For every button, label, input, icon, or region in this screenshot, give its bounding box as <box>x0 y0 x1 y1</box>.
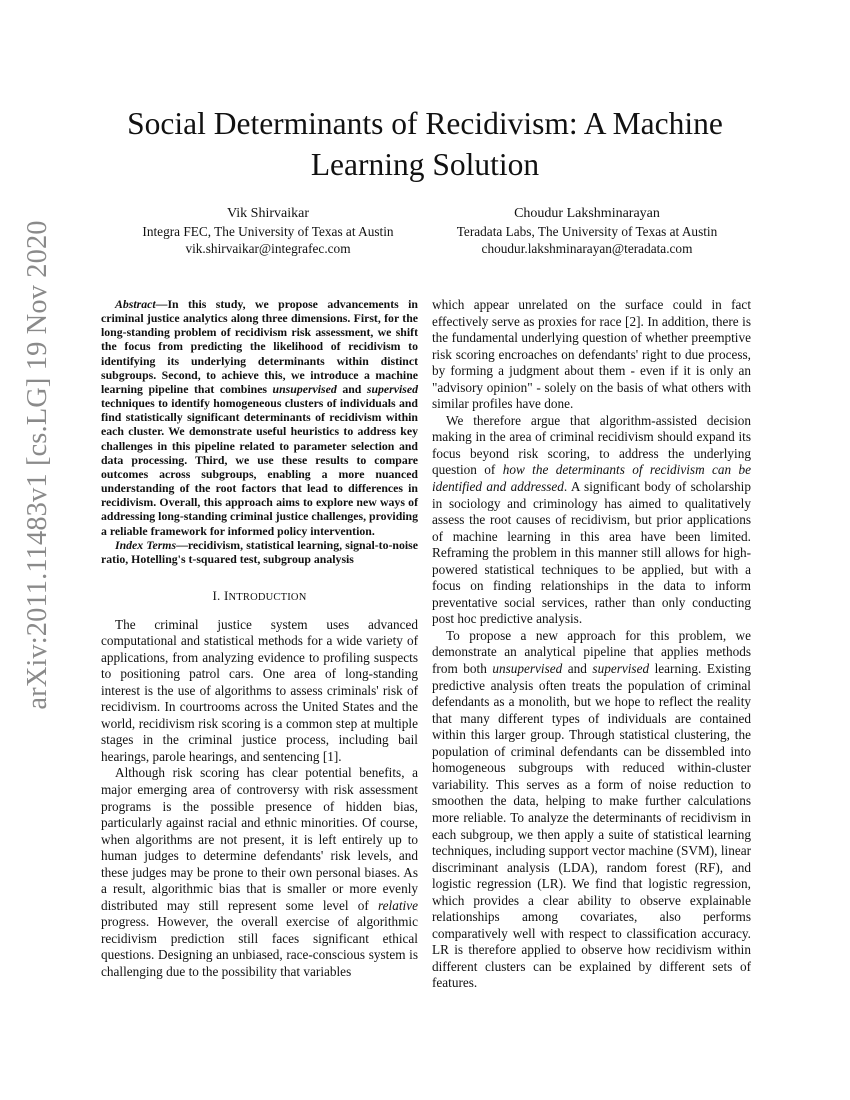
intro-p2-text-b: progress. However, the overall exercise of algorithmic recidivism prediction still faces significant ethical questions. Designing an unbiased, race-conscious system is challenging due to the possibility that variables <box>101 914 418 979</box>
author-block-2 <box>426 205 748 257</box>
right-column <box>432 297 751 992</box>
section-numeral: I. <box>212 587 221 603</box>
section-first-letter: I <box>223 587 229 603</box>
right-p3-em-supervised: supervised <box>592 661 650 677</box>
right-paragraph-3 <box>432 628 751 992</box>
index-terms <box>101 538 418 566</box>
abstract <box>101 297 418 538</box>
right-p2-text-b: . A significant body of scholarship in sociology and criminology has aimed to qualitatively assess the root causes of recidivism, but prior applications of machine learning in this area have been limited. Reframing the problem in this manner still allows for high-powered statistical techniques to be applied, but with a focus on finding relationships in the data to inform preventative social services, rather than only conducting post hoc predictive analysis. <box>432 479 751 627</box>
author-name-1: Vik Shirvaikar <box>227 206 309 221</box>
author-affiliation-2: Teradata Labs, The University of Texas at Austin <box>456 224 718 239</box>
index-terms-dash: — <box>176 537 188 552</box>
abstract-text-3: techniques to identify homogeneous clusters of individuals and find statistically significant determinants of recidivism within each cluster. We demonstrate useful heuristics to address key challenges in this pipeline related to parameter selection and data processing. Third, we use these results to compare outcomes across subgroups, enabling a more nuanced understanding of the root factors that lead to differences in recidivism. Overall, this approach aims to explore new ways of addressing long-standing criminal justice challenges, providing a reliable framework for informed policy intervention. <box>101 396 418 538</box>
abstract-label: Abstract <box>115 297 156 311</box>
arxiv-side-stamp: arXiv:2011.11483v1 [cs.LG] 19 Nov 2020 <box>22 220 53 710</box>
right-p2-text-a: We therefore argue that algorithm-assisted decision making in the area of criminal recidivism should expand its focus beyond risk scoring, to address the underlying question of <box>432 412 751 478</box>
author-affiliation-1: Integra FEC, The University of Texas at Austin <box>142 224 394 239</box>
section-heading-introduction <box>101 588 418 607</box>
paper-title: Social Determinants of Recidivism: A Machine Learning Solution <box>127 106 723 182</box>
author-email-1: vik.shirvaikar@integrafec.com <box>185 241 351 256</box>
author-name-2: Choudur Lakshminarayan <box>514 206 660 221</box>
right-p3-text-a: To propose a new approach for this problem, we demonstrate an analytical pipeline that applies methods from both <box>432 627 751 677</box>
intro-paragraph-2 <box>101 765 418 980</box>
left-column <box>101 297 418 981</box>
section-rest: NTRODUCTION <box>228 591 307 603</box>
right-paragraph-1: which appear unrelated on the surface could in fact effectively serve as proxies for race [2]. In addition, there is the fundamental underlying question of whether preemptive risk scoring encroaches on defendants' right to due process, by forming a judgment about them - even if it is only an "advisory opinion" - solely on the basis of what others with similar profiles have done. <box>432 297 751 412</box>
right-p3-text-b: learning. Existing predictive analysis often treats the population of criminal defendants as a monolith, but we hope to reflect the reality that many different types of individuals are contained within this larger group. Through statistical clustering, the population of criminal defendants can be dissembled into homogeneous subgroups with reduced within-cluster variability. This serves as a form of noise reduction to smoothen the data, helping to make further calculations more reliable. To analyze the determinants of recidivism in each subgroup, we then apply a suite of statistical learning techniques, including support vector machine (SVM), linear discriminant analysis (LDA), random forest (RF), and logistic regression (LR). We find that logistic regression, which provides a clear ability to observe explainable relationships among covariates, also performs comparatively well with respect to classification accuracy. LR is therefore applied to observe how recidivism within different clusters can be explained by different sets of features. <box>432 661 751 991</box>
abstract-em-unsupervised: unsupervised <box>272 381 337 396</box>
right-paragraph-2 <box>432 413 751 628</box>
right-p2-em: how the determinants of recidivism can be identified and addressed <box>432 462 752 495</box>
right-p3-em-unsupervised: unsupervised <box>492 661 563 677</box>
author-block-1 <box>118 205 418 257</box>
intro-p2-text-a: Although risk scoring has clear potential benefits, a major emerging area of controversy with risk assessment programs is the possible presence of hidden bias, particularly against racial and ethnic minorities. Of course, when algorithms are not present, it is left entirely up to human judges to determine defendants' risk levels, and these judges may be prone to their own personal biases. As a result, algorithmic bias that is smaller or more evenly distributed may still represent some level of <box>101 765 418 913</box>
author-email-2: choudur.lakshminarayan@teradata.com <box>481 241 693 256</box>
abstract-em-supervised: supervised <box>366 381 418 396</box>
abstract-dash: — <box>155 297 168 311</box>
abstract-text-2: and <box>336 381 367 396</box>
right-p3-text-mid: and <box>562 661 593 677</box>
intro-paragraph-1: The criminal justice system uses advanced computational and statistical methods for a wide variety of applications, from analyzing evidence to profiling suspects to positioning patrol cars. One area of long-standing interest is the use of algorithms to assess criminals' risk of recidivism. In courtrooms across the United States and the world, recidivism risk scoring is a common step at multiple stages in the criminal justice process, including bail hearings, parole hearings, and sentencing [1]. <box>101 616 418 764</box>
abstract-text-1: In this study, we propose advancements in criminal justice analytics along three dimensions. First, for the long-standing problem of recidivism risk assessment, we shift the focus from predicting the likelihood of recidivism to identifying its underlying determinants within distinct subgroups. Second, to achieve this, we introduce a machine learning pipeline that combines <box>101 297 418 396</box>
index-terms-text: recidivism, statistical learning, signal-to-noise ratio, Hotelling's t-squared test, subgroup analysis <box>101 537 419 566</box>
index-terms-label: Index Terms <box>115 537 177 552</box>
intro-p2-em: relative <box>378 897 418 913</box>
